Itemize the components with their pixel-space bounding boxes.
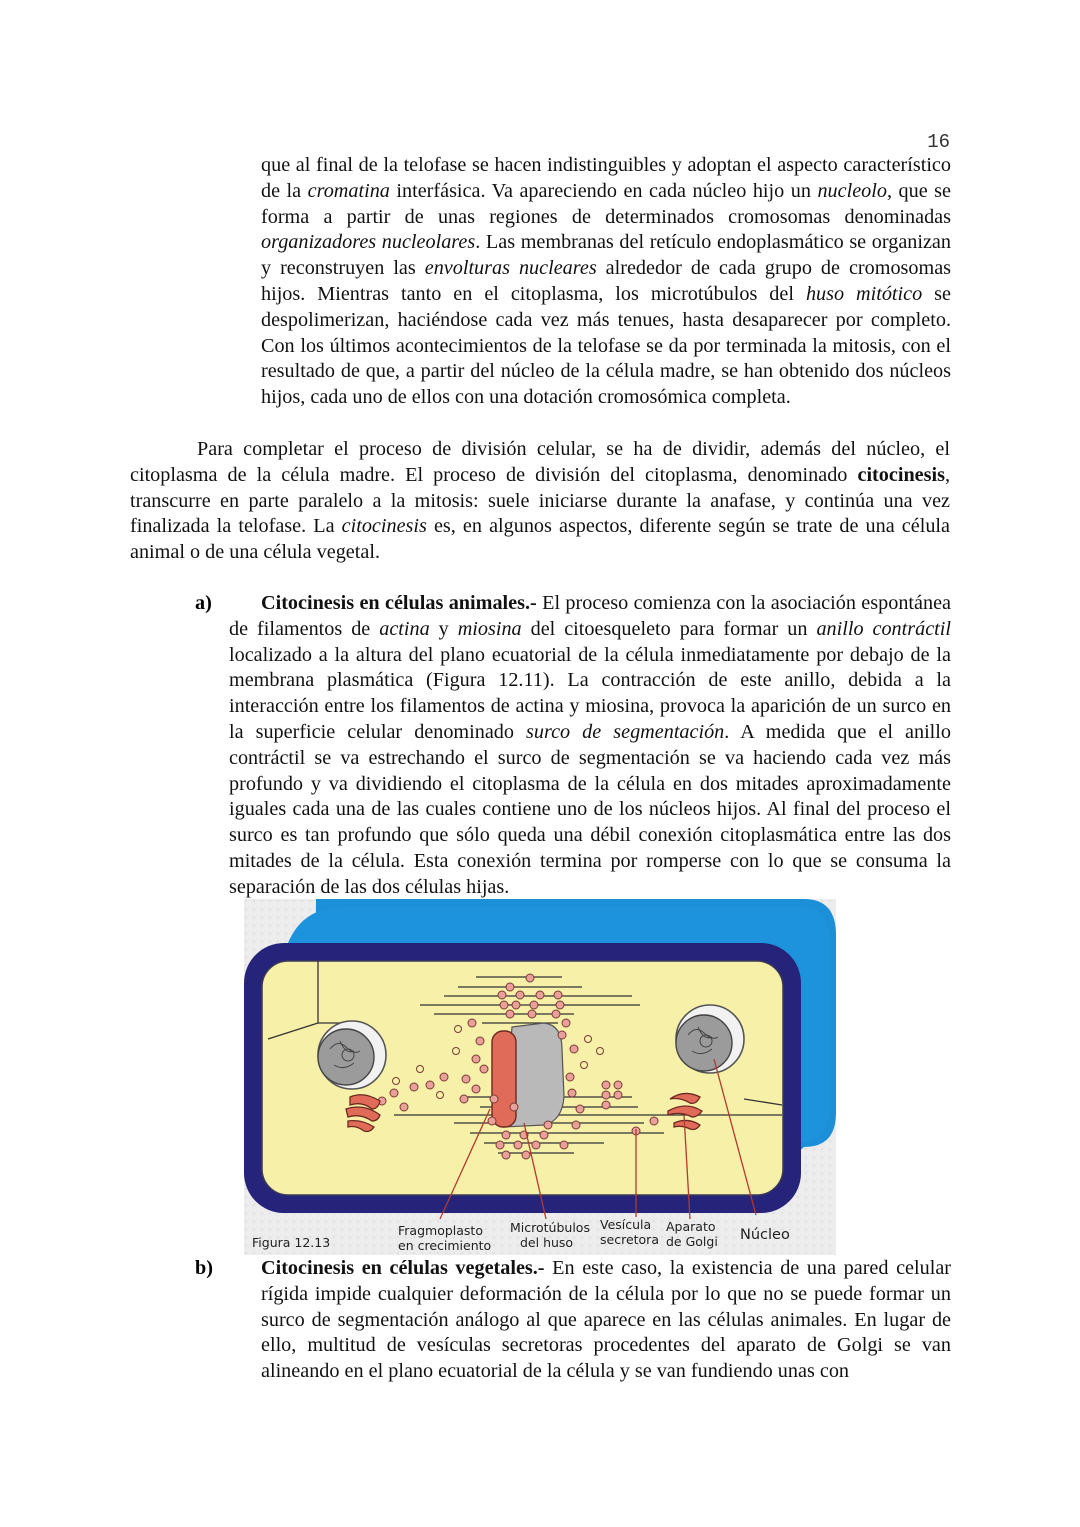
list-marker-b: b) bbox=[195, 1257, 213, 1279]
italic-term: huso mitótico bbox=[805, 282, 923, 305]
italic-term: nucleolo bbox=[817, 179, 887, 202]
text-run: . A medida que el anillo contráctil se va estrechando el surco de segmentación se va haciendo cada vez más profundo y va dividiendo el citoplasma de la célula en dos mitades aproximadamente iguales cada una de las cuales contiene uno de los núcleos hijos. Al final del proceso el surco es tan profundo que sólo queda una débil conexión citoplasmática entre las dos mitades de la célula. Esta conexión termina por romperse con lo que se consuma la separación de las dos células hijas. bbox=[229, 720, 951, 898]
italic-term: envolturas nucleares bbox=[424, 257, 597, 280]
italic-term: actina bbox=[379, 617, 430, 640]
text-run: . Las membranas del retículo endoplasmático se organizan y reconstruyen las bbox=[261, 231, 951, 280]
text-run: localizado a la altura del plano ecuatorial de la célula inmediatamente por debajo de la membrana plasmática (Figura 12.11). La contracción de este anillo, debida a la interacción entre los filamentos de actina y miosina, provoca la aparición de un surco en la superficie celular denominado bbox=[229, 643, 951, 743]
figure-plant-cell-cytokinesis bbox=[244, 899, 836, 1255]
text-run: Para completar el proceso de división celular, se ha de dividir, además del núcleo, el citoplasma de la célula madre. El proceso de división del citoplasma, denominado bbox=[130, 438, 950, 486]
nucleus-left bbox=[318, 1021, 386, 1089]
text-run: y bbox=[429, 617, 458, 640]
text-run: interfásica. Va apareciendo en cada núcleo hijo un bbox=[389, 179, 818, 202]
section-heading: Citocinesis en células vegetales.- bbox=[261, 1257, 545, 1279]
text-run: alrededor de cada grupo de cromosomas hijos. Mientras tanto en el citoplasma, los microtúbulos del bbox=[261, 257, 952, 305]
figure-caption: Figura 12.13 bbox=[252, 1235, 331, 1250]
label-microtubulos-2: del huso bbox=[520, 1235, 574, 1250]
text-run: es, en algunos aspectos, diferente según se trate de una célula animal o de una célula vegetal. bbox=[130, 515, 950, 564]
label-aparato-2: de Golgi bbox=[666, 1234, 718, 1249]
section-heading: Citocinesis en células animales.- bbox=[261, 592, 537, 614]
italic-term: citocinesis bbox=[341, 515, 427, 538]
text-run: , transcurre en parte paralelo a la mitosis: suele iniciarse durante la anafase, y continúa una vez finalizada la telofase. La bbox=[130, 463, 950, 538]
italic-term: organizadores nucleolares bbox=[261, 231, 476, 254]
label-vesicula-1: Vesícula bbox=[600, 1217, 652, 1232]
bold-term: citocinesis bbox=[857, 463, 945, 486]
page-number: 16 bbox=[927, 131, 950, 153]
text-run: En este caso, la existencia de una pared celular rígida impide cualquier deformación de la célula por lo que no se puede formar un surco de segmentación análogo al que aparece en las células animales. En lugar de ello, multitud de vesículas secretoras procedentes del aparato de Golgi se van alineando en el plano ecuatorial de la célula y se van fundiendo unas con bbox=[261, 1257, 951, 1383]
label-vesicula-2: secretora bbox=[600, 1232, 659, 1247]
italic-term: cromatina bbox=[307, 179, 390, 202]
label-fragmoplasto-2: en crecimiento bbox=[398, 1238, 492, 1253]
paragraph-telofase bbox=[261, 153, 951, 411]
section-b-plant-cytokinesis bbox=[261, 1256, 951, 1385]
italic-term: surco de segmentación bbox=[526, 720, 725, 743]
label-aparato-1: Aparato bbox=[666, 1219, 716, 1234]
label-nucleo: Núcleo bbox=[740, 1227, 790, 1243]
text-run: que al final de la telofase se hacen indistinguibles y adoptan el aspecto característico de la bbox=[261, 154, 951, 202]
nucleus-right bbox=[676, 1005, 744, 1073]
text-run: se despolimerizan, haciéndose cada vez más tenues, hasta desaparecer por completo. Con los últimos acontecimientos de la telofase se da por terminada la mitosis, con el resultado de que, a partir del núcleo de la célula madre, se han obtenido dos núcleos hijos, cada uno de ellos con una dotación cromosómica completa. bbox=[261, 282, 951, 409]
italic-term: miosina bbox=[457, 617, 522, 640]
text-run: del citoesqueleto para formar un bbox=[521, 617, 817, 640]
italic-term: anillo contráctil bbox=[816, 617, 951, 640]
list-marker-a: a) bbox=[195, 592, 212, 614]
phragmoplast bbox=[492, 1031, 516, 1127]
label-microtubulos-1: Microtúbulos bbox=[510, 1220, 590, 1235]
figure-diagram bbox=[244, 899, 836, 1255]
text-run: , que se forma a partir de unas regiones de determinados cromosomas denominadas bbox=[261, 179, 951, 228]
label-fragmoplasto-1: Fragmoplasto bbox=[398, 1223, 483, 1238]
section-a-animal-cytokinesis bbox=[229, 591, 951, 901]
text-run: El proceso comienza con la asociación espontánea de filamentos de bbox=[229, 592, 951, 640]
paragraph-citocinesis bbox=[130, 437, 950, 566]
